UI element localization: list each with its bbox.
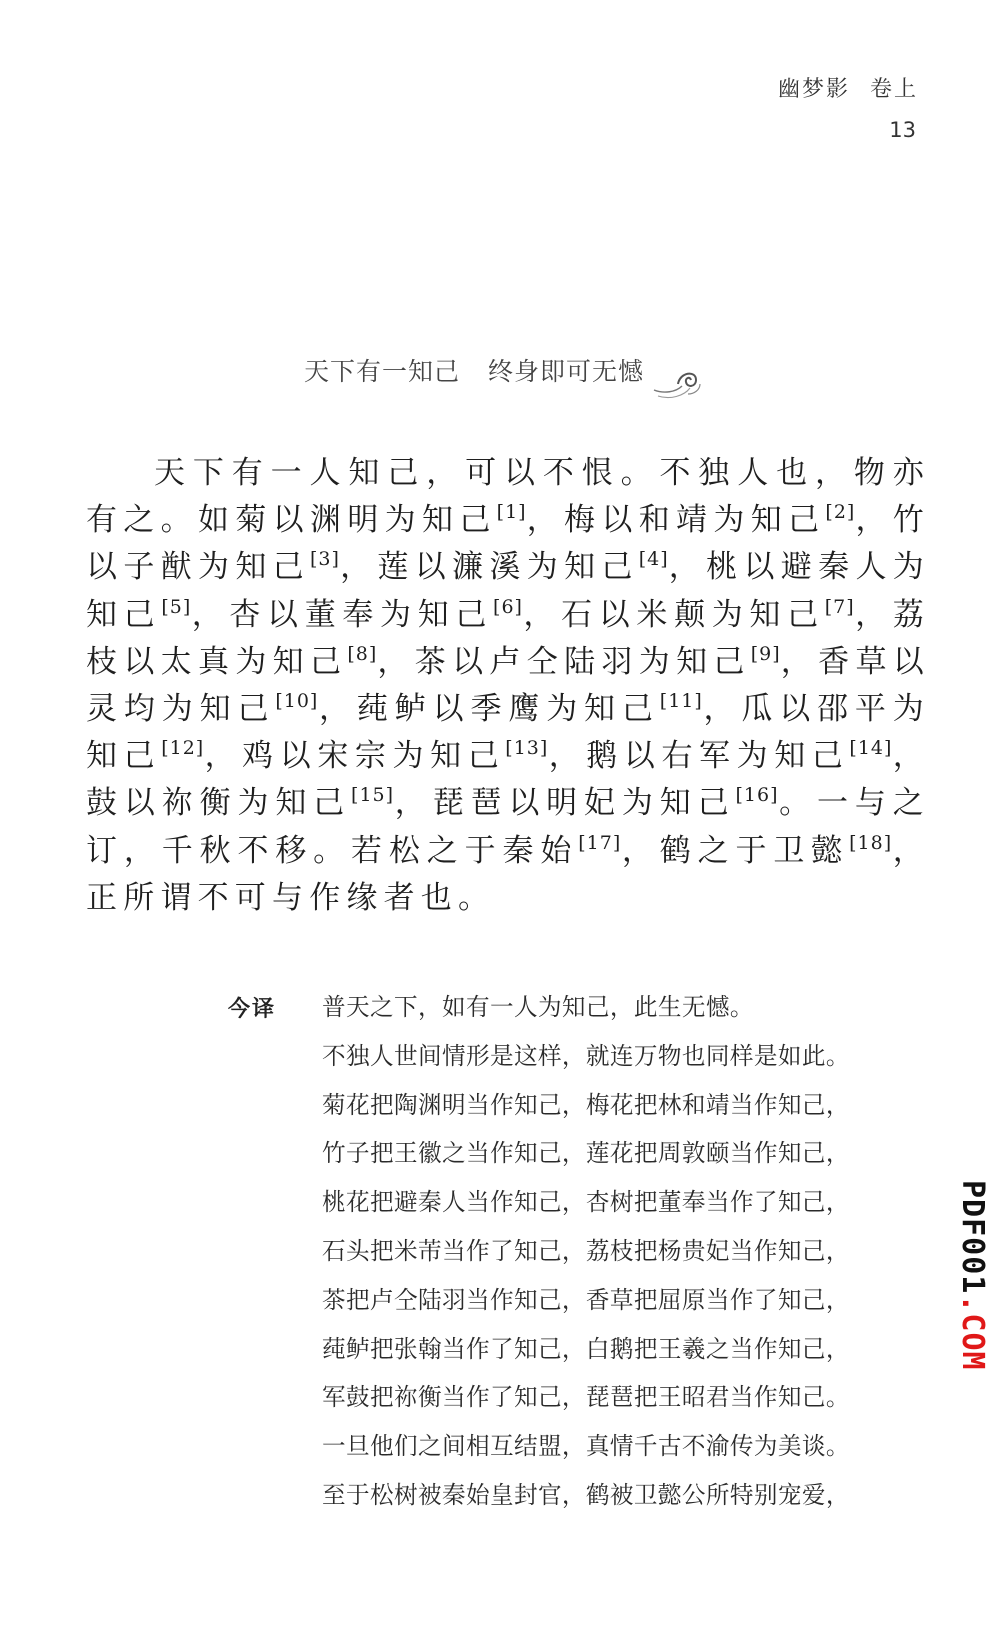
footnote-marker: [4] bbox=[638, 548, 669, 571]
footnote-marker: [1] bbox=[496, 501, 527, 524]
translation-line: 普天之下，如有一人为知己，此生无憾。 bbox=[322, 993, 754, 1021]
volume-label: 卷上 bbox=[869, 77, 918, 102]
section-heading-part1: 天下有一知己 bbox=[304, 357, 461, 386]
footnote-marker: [8] bbox=[347, 642, 378, 665]
watermark-part2: .COM bbox=[955, 1294, 990, 1371]
footnote-marker: [15] bbox=[351, 784, 395, 807]
translation-line: 石头把米芾当作了知己，荔枝把杨贵妃当作知己， bbox=[322, 1236, 850, 1265]
translation-line: 茶把卢仝陆羽当作知己，香草把屈原当作了知己， bbox=[322, 1285, 850, 1314]
watermark bbox=[956, 1180, 988, 1371]
footnote-marker: [17] bbox=[578, 831, 622, 854]
original-text-segment: ，瓜以邵平为知己 bbox=[86, 691, 930, 775]
original-text-paragraph bbox=[86, 450, 930, 922]
section-heading-part2: 终身即可无憾 bbox=[488, 357, 645, 386]
footnote-marker: [6] bbox=[493, 595, 523, 618]
original-text-segment: 。一与之订，千秋不移。若松之于秦始 bbox=[86, 785, 930, 869]
original-text-segment: ，鹤之于卫懿 bbox=[621, 832, 850, 869]
original-text-segment: ，鹅以右军为知己 bbox=[548, 738, 850, 775]
book-title: 幽梦影 bbox=[777, 77, 850, 102]
original-text-segment: ，正所谓不可与作缘者也。 bbox=[86, 832, 931, 916]
original-text-segment: ，莼鲈以季鹰为知己 bbox=[318, 691, 660, 728]
original-text-segment: ，鼓以祢衡为知己 bbox=[86, 738, 931, 822]
footnote-marker: [3] bbox=[310, 548, 340, 571]
section-heading bbox=[304, 352, 644, 388]
footnote-marker: [9] bbox=[750, 642, 781, 665]
original-text-segment: ，莲以濂溪为知己 bbox=[339, 549, 639, 586]
translation-line: 至于松树被秦始皇封官，鹤被卫懿公所特别宠爱， bbox=[322, 1480, 850, 1509]
footnote-marker: [11] bbox=[659, 690, 703, 713]
original-text-segment: ，桃以避秦人为知己 bbox=[86, 549, 931, 633]
original-text-segment: ，荔枝以太真为知己 bbox=[86, 596, 930, 680]
translation-lines bbox=[322, 983, 912, 1520]
original-text-segment: ，琵琶以明妃为知己 bbox=[394, 785, 736, 822]
translation-line: 竹子把王徽之当作知己，莲花把周敦颐当作知己， bbox=[322, 1139, 850, 1168]
footnote-marker: [10] bbox=[275, 690, 319, 713]
translation-line: 菊花把陶渊明当作知己，梅花把林和靖当作知己， bbox=[322, 1090, 850, 1119]
footnote-marker: [16] bbox=[735, 784, 779, 807]
original-text-segment: ，竹以子猷为知己 bbox=[86, 502, 930, 586]
footnote-marker: [5] bbox=[161, 595, 192, 618]
original-text-segment: ，杏以董奉为知己 bbox=[191, 596, 494, 633]
footnote-marker: [18] bbox=[849, 831, 893, 854]
original-text-segment: ，茶以卢仝陆羽为知己 bbox=[377, 643, 751, 680]
original-text-segment: ，梅以和靖为知己 bbox=[526, 502, 826, 539]
translation-label: 今译 bbox=[228, 996, 277, 1022]
footnote-marker: [7] bbox=[824, 595, 855, 618]
footnote-marker: [13] bbox=[505, 737, 549, 760]
translation-line: 桃花把避秦人当作知己，杏树把董奉当作了知己， bbox=[322, 1188, 850, 1217]
page-number: 13 bbox=[889, 118, 916, 142]
translation-line: 不独人世间情形是这样，就连万物也同样是如此。 bbox=[322, 1041, 850, 1070]
original-text-segment: 天下有一人知己，可以不恨。不独人也，物亦有之。如菊以渊明为知己 bbox=[86, 455, 930, 539]
translation-line: 一旦他们之间相互结盟，真情千古不渝传为美谈。 bbox=[322, 1432, 850, 1461]
original-text-segment: ，石以米颠为知己 bbox=[522, 596, 825, 633]
footnote-marker: [12] bbox=[161, 737, 205, 760]
translation-line: 莼鲈把张翰当作了知己，白鹅把王羲之当作知己， bbox=[322, 1334, 850, 1363]
original-text-segment: ，香草以灵均为知己 bbox=[86, 643, 930, 728]
footnote-marker: [2] bbox=[825, 501, 856, 524]
cloud-swirl-icon bbox=[650, 360, 706, 404]
original-text-segment: ，鸡以宋宗为知己 bbox=[204, 738, 506, 775]
footnote-marker: [14] bbox=[849, 737, 893, 760]
watermark-part1: PDF001 bbox=[955, 1180, 990, 1295]
running-header bbox=[778, 72, 918, 103]
translation-line: 军鼓把祢衡当作了知己，琵琶把王昭君当作知己。 bbox=[322, 1383, 850, 1412]
